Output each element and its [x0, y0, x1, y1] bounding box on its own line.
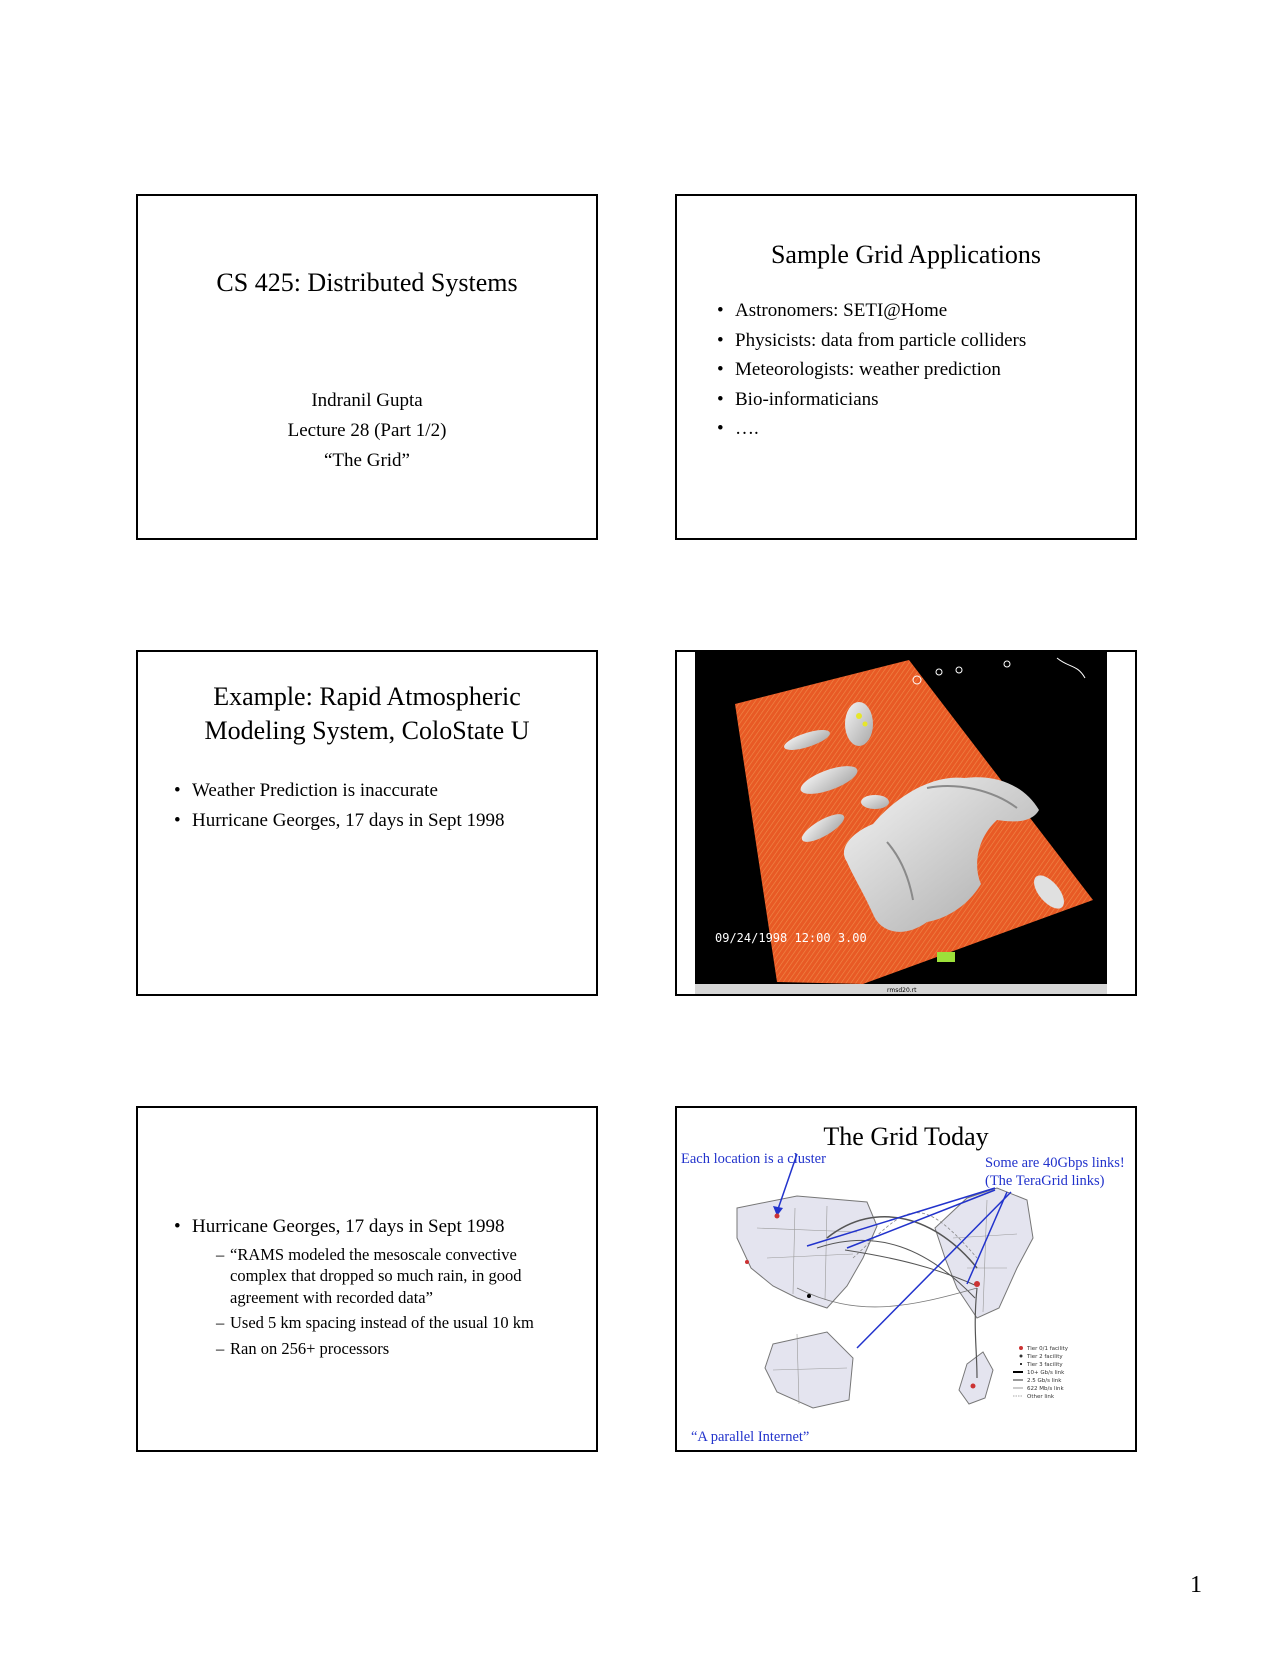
annotation-links: Some are 40Gbps links!	[985, 1155, 1125, 1171]
legend-item: 622 Mb/s link	[1027, 1386, 1064, 1392]
legend-item: 10+ Gb/s link	[1027, 1370, 1065, 1376]
author-name: Indranil Gupta	[311, 390, 423, 411]
list-item	[174, 1212, 574, 1359]
slide-hurricane-details	[136, 1106, 598, 1452]
annotation-teragrid: (The TeraGrid links)	[985, 1173, 1105, 1189]
sub-list-item: – Ran on 256+ processors	[216, 1338, 574, 1360]
sub-list-item: – Used 5 km spacing instead of the usual 10 km	[216, 1312, 574, 1334]
legend-item: Tier 3 facility	[1027, 1362, 1063, 1368]
bullet-list	[174, 1212, 574, 1363]
list-item: • Meteorologists: weather prediction	[717, 355, 1026, 385]
legend-item: 2.5 Gb/s link	[1027, 1378, 1062, 1384]
page-number: 1	[1190, 1572, 1202, 1598]
list-item: • Astronomers: SETI@Home	[717, 296, 1026, 326]
slide-heading-line1: Example: Rapid Atmospheric	[213, 682, 521, 711]
slide-title	[136, 194, 598, 540]
slide-heading: Sample Grid Applications	[770, 240, 1042, 269]
grid-network-map	[677, 1108, 1135, 1450]
legend-item: Tier 2 facility	[1027, 1354, 1063, 1360]
list-item-text: Hurricane Georges, 17 days in Sept 1998	[192, 1216, 505, 1237]
legend-item: Other link	[1027, 1394, 1055, 1400]
list-item: • Bio-informaticians	[717, 385, 1026, 415]
list-item: • Physicists: data from particle colliders	[717, 326, 1026, 356]
lecture-topic: “The Grid”	[324, 450, 410, 471]
lecture-label: Lecture 28 (Part 1/2)	[287, 420, 447, 441]
slide-title-heading: CS 425: Distributed Systems	[216, 268, 518, 297]
sub-bullet-list	[192, 1244, 574, 1360]
bullet-list	[717, 296, 1026, 444]
list-item: • ….	[717, 414, 1026, 444]
legend-item: Tier 0/1 facility	[1027, 1346, 1069, 1352]
image-caption: rmsd20.rt	[887, 987, 917, 994]
hurricane-simulation-render	[677, 652, 1135, 994]
bullet-list	[174, 776, 505, 835]
slide-heading: The Grid Today	[823, 1122, 989, 1151]
slide-sample-grid-applications	[675, 194, 1137, 540]
slide-heading-line2: Modeling System, ColoState U	[204, 716, 530, 745]
annotation-cluster: Each location is a cluster	[681, 1151, 826, 1167]
slide-rams-example	[136, 650, 598, 996]
list-item: • Weather Prediction is inaccurate	[174, 776, 505, 806]
list-item: • Hurricane Georges, 17 days in Sept 1998	[174, 806, 505, 836]
slide-simulation-image	[675, 650, 1137, 996]
simulation-timestamp: 09/24/1998 12:00 3.00	[715, 931, 867, 945]
slide-grid-today	[675, 1106, 1137, 1452]
sub-list-item: – “RAMS modeled the mesoscale convective complex that dropped so much rain, in good agreement with recorded data”	[216, 1244, 574, 1309]
map-legend	[1013, 1346, 1069, 1400]
annotation-parallel-internet: “A parallel Internet”	[691, 1429, 810, 1445]
